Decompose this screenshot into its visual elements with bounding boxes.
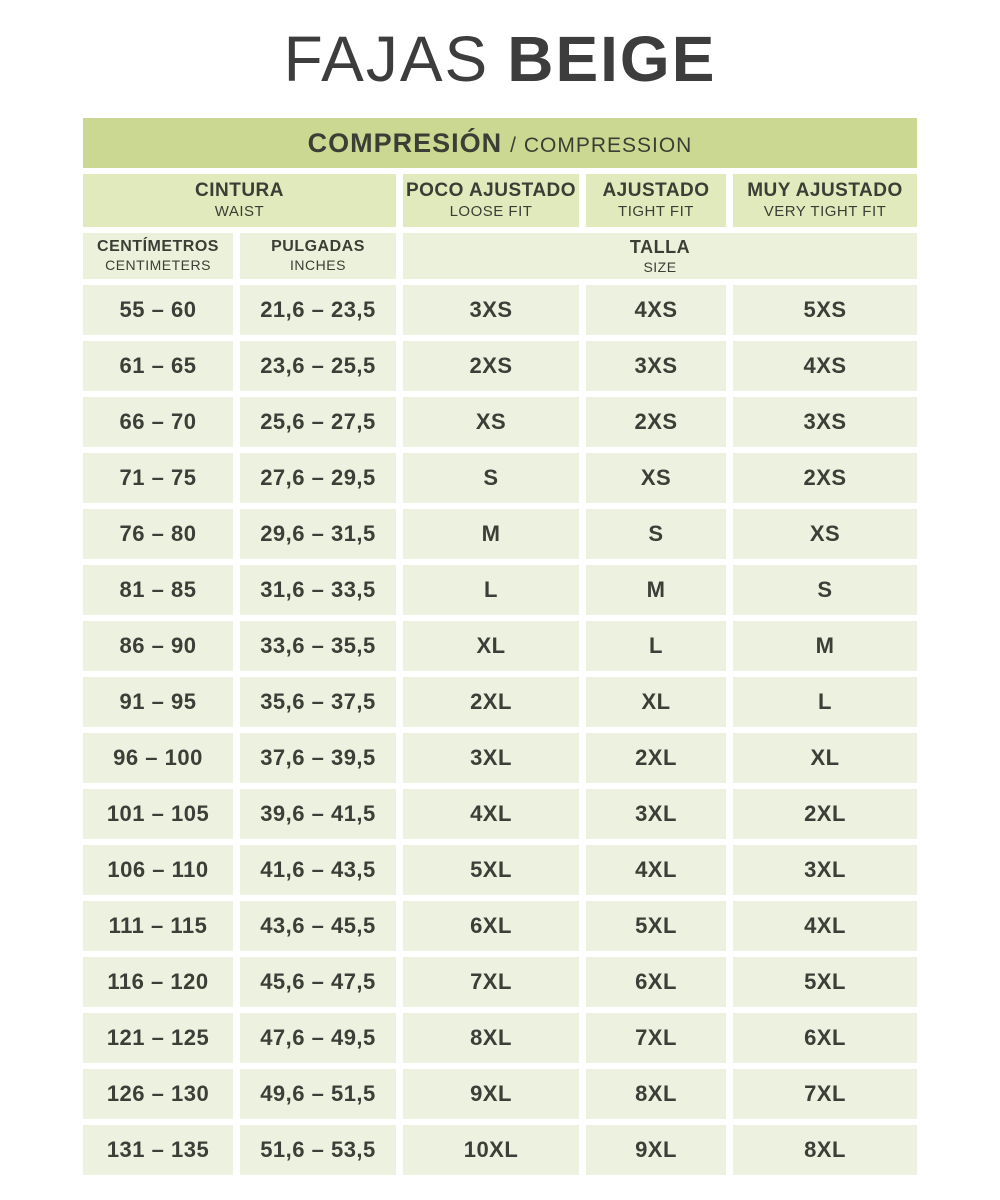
cell-inches: 23,6 – 25,5 xyxy=(240,341,396,391)
subheader-pulgadas-es: PULGADAS xyxy=(271,238,365,256)
cell-inches: 21,6 – 23,5 xyxy=(240,285,396,335)
cell-size-loose: 2XS xyxy=(403,341,579,391)
cell-inches: 51,6 – 53,5 xyxy=(240,1125,396,1175)
header-ajustado-es: AJUSTADO xyxy=(602,180,710,202)
header-cintura xyxy=(83,174,396,227)
cell-inches: 27,6 – 29,5 xyxy=(240,453,396,503)
cell-size-tight: 3XL xyxy=(586,789,726,839)
cell-size-tight: 8XL xyxy=(586,1069,726,1119)
cell-size-loose: 2XL xyxy=(403,677,579,727)
cell-size-tight: M xyxy=(586,565,726,615)
cell-size-very-tight: S xyxy=(733,565,917,615)
subheader-pulgadas xyxy=(240,233,396,279)
header-ajustado xyxy=(586,174,726,227)
cell-inches: 33,6 – 35,5 xyxy=(240,621,396,671)
cell-size-tight: S xyxy=(586,509,726,559)
header-poco-ajustado xyxy=(403,174,579,227)
cell-size-very-tight: 6XL xyxy=(733,1013,917,1063)
cell-size-loose: 5XL xyxy=(403,845,579,895)
cell-size-loose: M xyxy=(403,509,579,559)
cell-inches: 37,6 – 39,5 xyxy=(240,733,396,783)
subheader-talla xyxy=(403,233,917,279)
cell-size-loose: 3XL xyxy=(403,733,579,783)
cell-size-loose: 8XL xyxy=(403,1013,579,1063)
header-muy-ajustado-en: VERY TIGHT FIT xyxy=(763,203,887,220)
cell-centimeters: 91 – 95 xyxy=(83,677,233,727)
header-cintura-en: WAIST xyxy=(214,203,265,220)
cell-inches: 43,6 – 45,5 xyxy=(240,901,396,951)
cell-centimeters: 81 – 85 xyxy=(83,565,233,615)
cell-size-tight: 6XL xyxy=(586,957,726,1007)
cell-size-very-tight: 5XS xyxy=(733,285,917,335)
page-title xyxy=(0,0,1000,118)
cell-size-tight: XL xyxy=(586,677,726,727)
subheader-talla-en: SIZE xyxy=(643,258,677,275)
cell-size-very-tight: 3XS xyxy=(733,397,917,447)
cell-size-tight: 4XL xyxy=(586,845,726,895)
cell-size-tight: 7XL xyxy=(586,1013,726,1063)
header-muy-ajustado xyxy=(733,174,917,227)
cell-size-tight: 4XS xyxy=(586,285,726,335)
cell-size-loose: 10XL xyxy=(403,1125,579,1175)
cell-centimeters: 55 – 60 xyxy=(83,285,233,335)
subheader-pulgadas-en: INCHES xyxy=(290,257,346,274)
page-title-light: FAJAS xyxy=(283,23,490,95)
cell-centimeters: 71 – 75 xyxy=(83,453,233,503)
cell-size-very-tight: XL xyxy=(733,733,917,783)
cell-size-tight: 9XL xyxy=(586,1125,726,1175)
cell-size-very-tight: XS xyxy=(733,509,917,559)
cell-size-tight: 2XS xyxy=(586,397,726,447)
cell-size-very-tight: M xyxy=(733,621,917,671)
subheader-centimetros-es: CENTÍMETROS xyxy=(97,238,219,256)
cell-size-very-tight: 4XL xyxy=(733,901,917,951)
cell-centimeters: 126 – 130 xyxy=(83,1069,233,1119)
cell-centimeters: 116 – 120 xyxy=(83,957,233,1007)
cell-size-very-tight: 7XL xyxy=(733,1069,917,1119)
header-cintura-es: CINTURA xyxy=(195,180,284,202)
cell-centimeters: 111 – 115 xyxy=(83,901,233,951)
cell-size-loose: 3XS xyxy=(403,285,579,335)
cell-centimeters: 131 – 135 xyxy=(83,1125,233,1175)
cell-inches: 35,6 – 37,5 xyxy=(240,677,396,727)
cell-size-very-tight: L xyxy=(733,677,917,727)
cell-centimeters: 61 – 65 xyxy=(83,341,233,391)
cell-size-very-tight: 2XS xyxy=(733,453,917,503)
subheader-centimetros xyxy=(83,233,233,279)
cell-inches: 47,6 – 49,5 xyxy=(240,1013,396,1063)
cell-size-very-tight: 4XS xyxy=(733,341,917,391)
cell-size-loose: 9XL xyxy=(403,1069,579,1119)
size-table xyxy=(83,118,917,1175)
cell-inches: 25,6 – 27,5 xyxy=(240,397,396,447)
cell-centimeters: 101 – 105 xyxy=(83,789,233,839)
cell-size-loose: 6XL xyxy=(403,901,579,951)
header-poco-ajustado-es: POCO AJUSTADO xyxy=(405,180,577,202)
cell-size-very-tight: 8XL xyxy=(733,1125,917,1175)
cell-centimeters: 86 – 90 xyxy=(83,621,233,671)
compression-banner xyxy=(83,118,917,168)
banner-label-es: COMPRESIÓN xyxy=(307,128,503,158)
cell-size-loose: XL xyxy=(403,621,579,671)
header-poco-ajustado-en: LOOSE FIT xyxy=(449,203,533,220)
cell-centimeters: 121 – 125 xyxy=(83,1013,233,1063)
cell-inches: 41,6 – 43,5 xyxy=(240,845,396,895)
cell-centimeters: 96 – 100 xyxy=(83,733,233,783)
cell-inches: 49,6 – 51,5 xyxy=(240,1069,396,1119)
cell-size-tight: 2XL xyxy=(586,733,726,783)
cell-centimeters: 76 – 80 xyxy=(83,509,233,559)
cell-size-loose: XS xyxy=(403,397,579,447)
subheader-talla-es: TALLA xyxy=(629,237,691,257)
header-muy-ajustado-es: MUY AJUSTADO xyxy=(747,180,903,202)
cell-size-loose: L xyxy=(403,565,579,615)
cell-size-very-tight: 5XL xyxy=(733,957,917,1007)
cell-size-very-tight: 3XL xyxy=(733,845,917,895)
cell-size-very-tight: 2XL xyxy=(733,789,917,839)
cell-inches: 31,6 – 33,5 xyxy=(240,565,396,615)
header-ajustado-en: TIGHT FIT xyxy=(618,203,694,220)
cell-size-tight: XS xyxy=(586,453,726,503)
cell-size-loose: 7XL xyxy=(403,957,579,1007)
cell-size-tight: 5XL xyxy=(586,901,726,951)
page-title-heavy: BEIGE xyxy=(507,23,717,95)
cell-size-tight: 3XS xyxy=(586,341,726,391)
banner-label-en: / COMPRESSION xyxy=(510,134,693,157)
cell-centimeters: 106 – 110 xyxy=(83,845,233,895)
cell-inches: 45,6 – 47,5 xyxy=(240,957,396,1007)
cell-centimeters: 66 – 70 xyxy=(83,397,233,447)
subheader-centimetros-en: CENTIMETERS xyxy=(105,257,211,274)
cell-inches: 29,6 – 31,5 xyxy=(240,509,396,559)
cell-size-tight: L xyxy=(586,621,726,671)
cell-size-loose: 4XL xyxy=(403,789,579,839)
cell-size-loose: S xyxy=(403,453,579,503)
cell-inches: 39,6 – 41,5 xyxy=(240,789,396,839)
